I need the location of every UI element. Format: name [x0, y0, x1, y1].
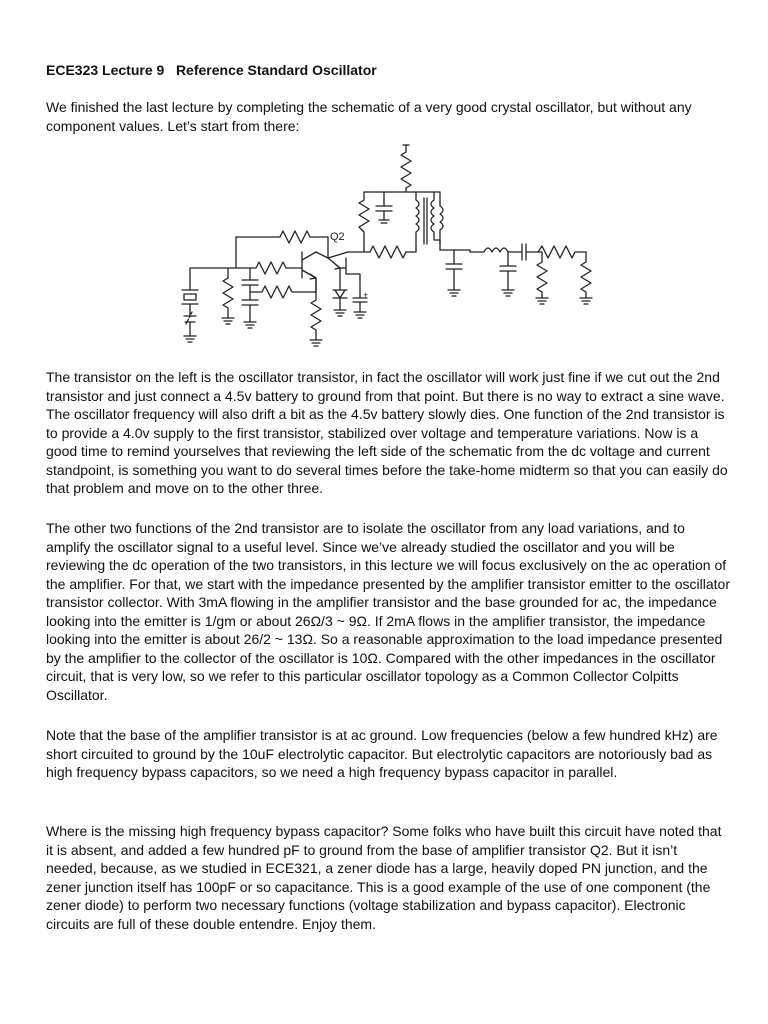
oscillator-schematic: [170, 140, 610, 355]
supply-resistor: [401, 145, 411, 188]
collector-resistor: [359, 192, 384, 250]
body-paragraph-3: Note that the base of the amplifier transistor is at ac ground. Low frequencies (below a few hundred kHz) are short circuited to ground by the 10uF electrolytic capacitor. But electrolytic capacitors are notoriously bad as high frequency bypass capacitors, so we need a high frequency bypass capacitor in parallel.: [46, 727, 718, 780]
intro-paragraph: We finished the last lecture by completing the schematic of a very good crystal oscillator, but without any component values. Let’s start from there:: [46, 99, 692, 134]
transformer: [416, 192, 440, 250]
crystal: [182, 286, 198, 316]
electrolytic-plus-label: +: [363, 290, 369, 300]
q2-label: Q2: [330, 231, 345, 243]
lecture-title: ECE323 Lecture 9 Reference Standard Oscillator: [46, 62, 377, 78]
body-paragraph-2: The other two functions of the 2nd transistor are to isolate the oscillator from any load variations, and to amplify the oscillator signal to a useful level. Since we’ve already studied the oscillator and you will be reviewing the dc operation of the two transistors, in this lecture we will focus exclusively on the ac operation of the amplifier. For that, we start with the impedance presented by the amplifier transistor emitter to the oscillator transistor collector. With 3mA flowing in the amplifier transistor and the base grounded for ac, the impedance looking into the emitter is 1/gm or about 26Ω/3 ~ 9Ω. If 2mA flows in the amplifier transistor, the impedance looking into the emitter is about 26/2 ~ 13Ω. So a reasonable approximation to the load impedance presented by the amplifier to the collector of the oscillator is 10Ω. Compared with the other impedances in the oscillator circuit, that is very low, so we refer to this particular oscillator topology as a Common Collector Colpitts Oscillator.: [46, 520, 730, 703]
body-paragraph-1: The transistor on the left is the oscillator transistor, in fact the oscillator will work just fine if we cut out the 2nd transistor and just connect a 4.5v battery to ground from that point. But there is no way to extract a sine wave. The oscillator frequency will also drift a bit as the 4.5v battery slowly dies. One function of the 2nd transistor is to provide a 4.0v supply to the first transistor, stabilized over voltage and temperature variations. Now is a good time to remind yourselves that reviewing the left side of the schematic from the dc voltage and current standpoint, is something you want to do several times before the take-home midterm so that you can easily do that problem and move on to the other three.: [46, 369, 728, 496]
q1-transistor: [302, 252, 328, 278]
rail-bypass-capacitor: [376, 192, 392, 223]
coupling-capacitor: [522, 244, 586, 260]
schematic-diagram: [170, 140, 610, 355]
body-paragraph-4: Where is the missing high frequency bypass capacitor? Some folks who have built this circuit have noted that it is absent, and added a few hundred pF to ground from the base of amplifier transistor Q2. But it isn’t needed, because, as we studied in ECE321, a zener diode has a large, heavily doped PN junction, and the zener junction itself has 100pF or so capacitance. This is a good example of the use of one component (the zener diode) to perform two necessary functions (voltage stabilization and bypass capacitor). Electronic circuits are full of these double entendre. Enjoy them.: [46, 823, 722, 932]
q2-transistor: [328, 252, 348, 274]
